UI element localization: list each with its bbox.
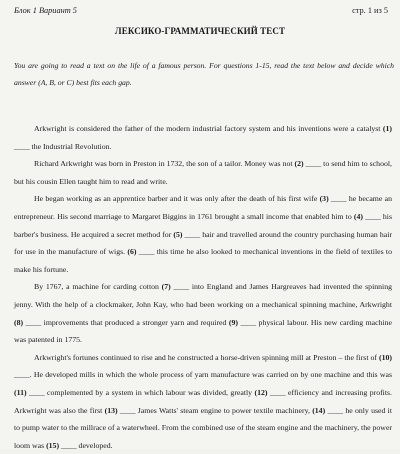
gap-number: (3) bbox=[319, 194, 329, 204]
page-header bbox=[14, 6, 388, 18]
gap-number: (1) bbox=[382, 124, 392, 133]
text-paragraph bbox=[14, 278, 392, 348]
gap-number: (7) bbox=[161, 282, 171, 292]
text-segment: ____ the Industrial Revolution. bbox=[14, 141, 112, 151]
gap-number: (9) bbox=[228, 317, 238, 327]
text-paragraph bbox=[14, 190, 392, 278]
gap-number: (13) bbox=[104, 405, 118, 415]
task-instructions: You are going to read a text on the life of a famous person. For questions 1-15, read the text below and decide which answer (A, B, or C) best fits each gap. bbox=[14, 61, 394, 87]
text-paragraph bbox=[14, 155, 392, 190]
text-segment: ____. He developed mills in which the whole process of yarn manufacture was carried on by one machine and this was bbox=[14, 370, 392, 380]
gap-number: (4) bbox=[353, 211, 363, 221]
gap-number: (2) bbox=[294, 159, 304, 169]
text-segment: ____ he only used it to pump water to the millrace of a waterwheel. From the combined use of the steam engine and the machinery, the power loom was bbox=[14, 405, 392, 450]
text-segment: ____ improvements that produced a stronger yarn and required bbox=[23, 317, 229, 327]
text-segment: Arkwright's fortunes continued to rise and he constructed a horse-driven spinning mill at Preston – the first of bbox=[34, 352, 379, 362]
text-segment: ____ hair and travelled around the country purchasing human hair for use in the manufacture of wigs. bbox=[14, 229, 392, 257]
text-segment: Arkwright is considered the father of the modern industrial factory system and his inventions were a catalyst bbox=[34, 124, 383, 133]
text-segment: ____ developed. bbox=[59, 440, 113, 450]
gap-number: (11) bbox=[14, 387, 27, 397]
test-title: ЛЕКСИКО-ГРАММАТИЧЕСКИЙ ТЕСТ bbox=[114, 26, 286, 36]
gap-number: (10) bbox=[379, 352, 392, 362]
block-variant-label: Блок 1 Вариант 5 bbox=[14, 6, 77, 15]
text-segment: ____ complemented by a system in which labour was divided, greatly bbox=[26, 387, 255, 397]
text-segment: ____ his barber's business. He acquired a secret method for bbox=[14, 211, 392, 239]
gap-number: (15) bbox=[46, 440, 60, 450]
page-number: стр. 1 из 5 bbox=[352, 6, 388, 15]
text-paragraph bbox=[14, 349, 392, 454]
reading-text bbox=[14, 120, 392, 454]
text-paragraph bbox=[14, 120, 392, 155]
text-segment: He began working as an apprentice barber and it was only after the death of his first wife bbox=[34, 194, 320, 204]
text-segment: By 1767, a machine for carding cotton bbox=[34, 282, 162, 292]
text-segment: ____ he became an entrepreneur. His second marriage to Margaret Biggins in 1761 brought a small income that enabled him to bbox=[14, 194, 392, 221]
text-segment: ____ to send him to school, but his cousin Ellen taught him to read and write. bbox=[14, 159, 392, 186]
gap-number: (14) bbox=[312, 405, 326, 415]
gap-number: (6) bbox=[127, 247, 137, 257]
text-segment: ____ physical labour. His new carding machine was patented in 1775. bbox=[14, 317, 392, 345]
gap-number: (12) bbox=[254, 387, 268, 397]
text-segment: ____ James Watts' steam engine to power textile machinery, bbox=[117, 405, 313, 415]
gap-number: (8) bbox=[14, 317, 24, 327]
text-segment: ____ this time he also looked to mechanical inventions in the field of textiles to make his fortune. bbox=[14, 247, 392, 274]
gap-number: (5) bbox=[173, 229, 183, 239]
text-segment: ____ efficiency and increasing profits. Arkwright was also the first bbox=[14, 387, 393, 415]
text-segment: ____ into England and James Hargreaves had invented the spinning jenny. With the help of a clockmaker, John Kay, who had been working on a mechanical spinning machine, Arkwright bbox=[14, 282, 393, 309]
text-segment: Richard Arkwright was born in Preston in 1732, the son of a tailor. Money was not bbox=[34, 159, 295, 169]
